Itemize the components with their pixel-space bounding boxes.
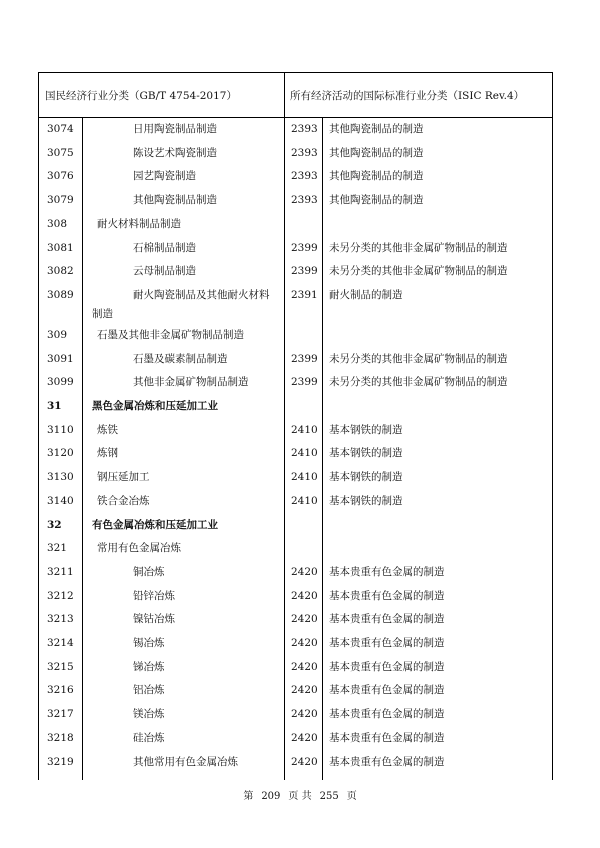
footer-prefix: 第 [243,791,254,802]
row-name: 炼钢 [97,447,118,460]
row-code: 31 [47,400,62,412]
row-name: 有色金属冶炼和压延加工业 [92,518,218,531]
row-name: 陈设艺术陶瓷制造 [133,146,217,159]
row-code: 3076 [47,170,74,183]
row-isic-name: 基本钢铁的制造 [329,471,403,484]
footer-total-pages: 255 [319,791,339,802]
row-isic-name: 基本钢铁的制造 [329,447,403,460]
row-code: 3089 [47,288,74,301]
row-name: 石墨及其他非金属矿物制品制造 [97,328,244,341]
row-isic-code: 2410 [291,423,318,436]
row-isic-name: 其他陶瓷制品的制造 [329,194,424,207]
row-name: 其他陶瓷制品制造 [133,194,217,207]
row-isic-code: 2420 [291,613,318,626]
row-isic-name: 基本贵重有色金属的制造 [329,684,445,697]
footer-mid: 页 共 [288,791,312,802]
row-isic-name: 基本贵重有色金属的制造 [329,589,445,602]
row-code: 3110 [47,423,74,436]
header-isic-classification: 所有经济活动的国际标准行业分类（ISIC Rev.4） [290,89,525,102]
row-name: 耐火材料制品制造 [97,217,181,230]
row-isic-code: 2420 [291,708,318,721]
row-isic-name: 基本贵重有色金属的制造 [329,660,445,673]
row-code: 3091 [47,352,74,365]
row-isic-code: 2393 [291,170,318,183]
row-name: 铝冶炼 [133,684,165,697]
row-code: 3219 [47,755,74,768]
row-code: 3074 [47,123,74,135]
row-code: 3140 [47,494,74,507]
row-isic-name: 未另分类的其他非金属矿物制品的制造 [329,376,508,389]
row-isic-name: 未另分类的其他非金属矿物制品的制造 [329,241,508,254]
row-name: 耐火陶瓷制品及其他耐火材料 [133,288,270,301]
row-name: 镁冶炼 [133,708,165,721]
row-name: 石墨及碳素制品制造 [133,352,228,365]
row-name: 常用有色金属冶炼 [97,542,181,555]
row-name: 石棉制品制造 [133,241,196,254]
row-isic-name: 其他陶瓷制品的制造 [329,170,424,183]
row-isic-name: 耐火制品的制造 [329,288,403,301]
column-divider-middle [284,73,285,780]
row-isic-code: 2410 [291,447,318,460]
row-code: 308 [47,217,68,230]
row-isic-code: 2393 [291,146,318,159]
row-isic-name: 基本贵重有色金属的制造 [329,565,445,578]
row-isic-code: 2420 [291,637,318,649]
row-isic-code: 2410 [291,471,318,484]
row-code: 3214 [47,637,74,649]
row-name: 铜冶炼 [133,565,165,578]
row-code: 3218 [47,731,74,744]
row-name: 黑色金属冶炼和压延加工业 [92,400,218,412]
row-code: 3075 [47,146,74,159]
footer-suffix: 页 [346,791,357,802]
row-isic-code: 2393 [291,194,318,207]
row-code: 3212 [47,589,74,602]
row-name: 其他非金属矿物制品制造 [133,376,249,389]
row-code: 3082 [47,265,74,278]
row-isic-code: 2420 [291,731,318,744]
row-isic-code: 2399 [291,265,318,278]
row-isic-name: 基本贵重有色金属的制造 [329,708,445,721]
row-code: 3211 [47,565,74,578]
row-isic-name: 基本贵重有色金属的制造 [329,613,445,626]
column-divider-code [82,117,83,780]
row-isic-name: 基本贵重有色金属的制造 [329,731,445,744]
row-isic-name: 未另分类的其他非金属矿物制品的制造 [329,352,508,365]
classification-table [38,72,553,780]
row-isic-name: 基本贵重有色金属的制造 [329,755,445,768]
row-isic-name: 未另分类的其他非金属矿物制品的制造 [329,265,508,278]
row-code: 3213 [47,613,74,626]
row-code: 3099 [47,376,74,389]
header-bottom-rule [39,117,552,118]
row-code: 3130 [47,471,74,484]
row-name: 云母制品制造 [133,265,196,278]
row-name: 锡冶炼 [133,637,165,649]
row-name-continued: 制造 [92,307,113,320]
page-footer [0,787,600,802]
row-isic-name: 其他陶瓷制品的制造 [329,123,424,135]
header-gb-classification: 国民经济行业分类（GB/T 4754-2017） [45,89,237,102]
row-code: 32 [47,518,62,531]
row-isic-code: 2420 [291,589,318,602]
row-isic-code: 2410 [291,494,318,507]
row-code: 3217 [47,708,74,721]
row-name: 园艺陶瓷制造 [133,170,196,183]
row-isic-code: 2399 [291,376,318,389]
row-code: 309 [47,328,68,341]
row-code: 3081 [47,241,74,254]
row-code: 3215 [47,660,74,673]
row-name: 日用陶瓷制品制造 [133,123,217,135]
row-isic-code: 2399 [291,352,318,365]
row-isic-code: 2420 [291,660,318,673]
row-isic-code: 2391 [291,288,318,301]
row-name: 硅冶炼 [133,731,165,744]
row-isic-name: 基本钢铁的制造 [329,423,403,436]
row-isic-code: 2420 [291,684,318,697]
row-code: 321 [47,542,68,555]
row-isic-name: 基本贵重有色金属的制造 [329,637,445,649]
row-isic-code: 2420 [291,565,318,578]
row-isic-code: 2420 [291,755,318,768]
row-isic-code: 2393 [291,123,318,135]
row-name: 锑冶炼 [133,660,165,673]
row-name: 其他常用有色金属冶炼 [133,755,238,768]
row-name: 镍钴冶炼 [133,613,175,626]
row-isic-name: 其他陶瓷制品的制造 [329,146,424,159]
row-name: 铅锌冶炼 [133,589,175,602]
row-isic-code: 2399 [291,241,318,254]
row-name: 铁合金冶炼 [97,494,150,507]
row-name: 炼铁 [97,423,118,436]
row-code: 3216 [47,684,74,697]
row-code: 3120 [47,447,74,460]
column-divider-isic [322,117,323,780]
row-code: 3079 [47,194,74,207]
row-name: 钢压延加工 [97,471,150,484]
row-isic-name: 基本钢铁的制造 [329,494,403,507]
footer-page-number: 209 [261,791,281,802]
